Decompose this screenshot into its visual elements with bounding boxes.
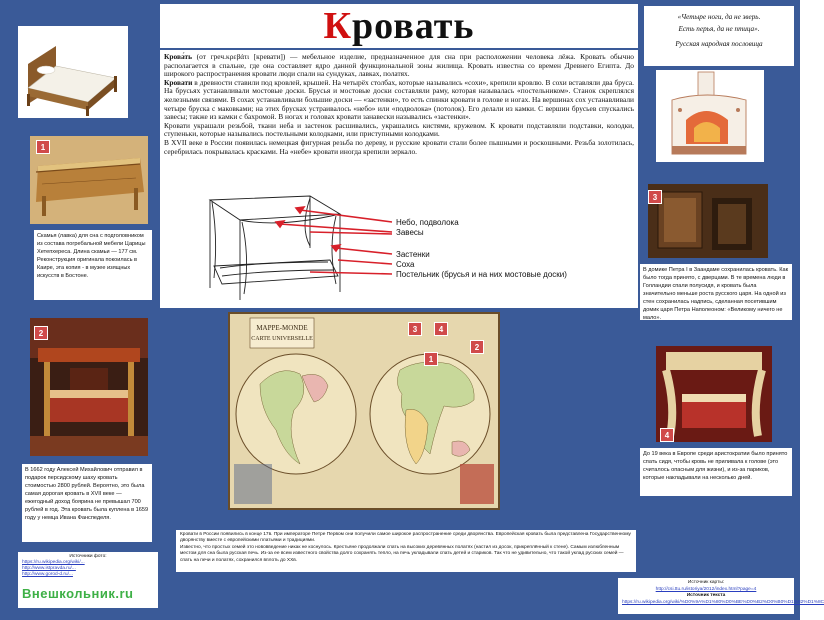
bottom-article <box>176 530 636 572</box>
article-text-1: (от греч.κρεβάτι [кревати]) — мебельное изделие, предназначенное для сна при расположении человека лёжа. Кровать обычно располагается в спальне, где она составляет ядро данной функциональной зоны жилища. Кровать известна со времен Древнего Египта. До широкого распространения кровати люди спали на сундуках, лавках, полатях. <box>164 52 634 79</box>
badge-4-right: 4 <box>660 428 674 442</box>
article-term-1: Крова́ть <box>164 52 193 61</box>
proverb-author: Русская народная пословица <box>675 40 763 48</box>
caption-4: До 19 века в Европе среди аристократии было принято спать сидя, чтобы кровь не приливала к голове (это считалось опасным для жизни), и из-за париков, которые накладывали на несколько дней. <box>640 448 792 496</box>
caption-2: В 1662 году Алексей Михайлович отправил в подарок персидскому шаху кровать стоимостью 2800 рублей. Вероятно, это была самая дорогая кровать в XVII веке — ежегодный доход боярина не превышал 700 рублей в год. Эта кровать была куплена в 1659 году у немца Ивана Фанспеделя. <box>22 464 152 542</box>
peter-house-bed-photo <box>648 184 768 258</box>
proverb-line-2: Есть перья, да не птица». <box>678 25 760 33</box>
map-badge-3: 3 <box>408 322 422 336</box>
diagram-labels <box>396 218 459 238</box>
title-rest: ровать <box>352 5 475 47</box>
wooden-bed-image <box>18 26 128 118</box>
map-badge-4: 4 <box>434 322 448 336</box>
page-title <box>323 5 474 47</box>
title-box <box>160 4 638 48</box>
title-first-letter: К <box>323 5 353 47</box>
article-term-2: Кровати <box>164 77 193 87</box>
label-sky: Небо, подволока <box>396 218 459 227</box>
badge-2-left: 2 <box>34 326 48 340</box>
label-curtains: Завесы <box>396 228 424 237</box>
text-source-link[interactable]: https://ru.wikipedia.org/wiki/%D0%9A%D1%80%D0%BE%D0%B2%D0%B0%D1%82%D1%8C <box>622 599 824 605</box>
bottom-paragraph-2: Известно, что простых семей это нововведение никак не коснулось. Крестьяне продолжали спать на высоких деревянных полатях (настил из досок, прикреплённый к стене). Самым излюбленным местом для сна была русская печь. Из-за ее всем известного свойства долго сохранять тепло, на печь укладывали спать детей и стариков. Так что не удивительно, что такой уклад русских семей — спать на печи и полатях, сохранился вплоть до XXв. <box>180 544 624 563</box>
proverb-box <box>644 6 794 66</box>
diagram-labels-lower <box>396 250 567 280</box>
label-side-panels: Застенки <box>396 250 430 259</box>
article-paragraph-2 <box>164 79 634 122</box>
article-paragraph-3: Кровати украшали резьбой, ткани неба и застенок расшивались, украшались кистями, кружевом. К кровати подставляли подставки, колодки, ступеньки, которые назывались постельными колодками, или приступными колодками. <box>164 120 634 139</box>
badge-3-right: 3 <box>648 190 662 204</box>
caption-1: Скамья (лавка) для сна с подголовником из состава погребальной мебели Царицы Хетепхереса. Длина скамьи — 177 см. Реконструкция оригинала покоилась в Каире, эта копия - в музее изящных искусств в Бостоне. <box>34 230 152 300</box>
map-title-line-1: MAPPE-MONDE <box>256 324 308 332</box>
site-watermark: Внешкольник.ru <box>22 586 134 601</box>
proverb-line-1: «Четыре ноги, да не зверь. <box>677 13 761 21</box>
map-source-heading: Источник карты: <box>687 580 725 585</box>
photo-source-link-2[interactable]: http://www.istpravda.ru/... <box>22 566 76 571</box>
badge-1-left: 1 <box>36 140 50 154</box>
world-map <box>228 312 500 510</box>
article-paragraph-4: В XVII веке в России появилась немецкая фигурная резьба по дереву, и русские кровати стали более пышными и роскошными. Резьба золотилась, серебрилась покрывалась красками. На «небе» кровати иногда крепили зеркало. <box>164 137 634 156</box>
text-source-heading: Источник текста <box>686 593 726 598</box>
main-article <box>160 50 638 202</box>
map-badge-1: 1 <box>424 352 438 366</box>
canopy-bed-drawing <box>160 188 638 308</box>
map-text-sources <box>618 578 824 614</box>
photo-sources-heading: Источники фото: <box>69 554 107 559</box>
bottom-paragraph-1: Кровати в России появились в конце 17в. При императоре Петре Первом они получили самое широкое распространение среди дворянства. Европейская кровать была представлена Государственному дворянству вместе с европейскими платьями и традициями. <box>180 532 631 544</box>
bed-diagram <box>160 188 638 308</box>
article-text-2: в древности ставили под кровлей, крышей. На четырёх столбах, которые назывались «сохи», крепили кровлю. В сохи вставляли два бруса. На брусьях устанавливали мостовые доски. Брусья и мостовые доски составляли раму, которая называлась «постельником». Станок скреплялся железными связями. В сохах устанавливали большие доски — «застенки», то есть спинки кровати в голове и ногах. На вершинах сох устанавливали четыре бруска с маковками; на этих брусках устраивалось «небо» или «подволока» (потолок). Его делали из камки. С вершин брусьев спускались завесы; также из камки с бахромой. В ногах и головах кровати занавески назывались «застенки». <box>164 77 634 122</box>
article-paragraph-1 <box>164 53 634 79</box>
caption-3: В домике Петра I в Заандаме сохранилась кровать. Как было тогда принято, с дверцами. В те времена люди в Голландии спали полусидя, и кровать была значительно меньше роста русского царя. На одной из стен сохранилась надпись, сделанная посетившим домик царя Петра Наполеоном: «Великому ничего не мало». <box>640 264 792 320</box>
map-badge-2: 2 <box>470 340 484 354</box>
map-source-link[interactable]: http://csi.ttu.ru/istoriya/2012/index.html?page=4 <box>655 586 757 592</box>
map-title-line-2: CARTE UNIVERSELLE <box>251 336 313 342</box>
label-frame: Постельник (брусья и на них мостовые доски) <box>396 270 567 279</box>
russian-stove-image <box>656 70 764 162</box>
photo-source-link-3[interactable]: http://www.gorod-d.ru/... <box>22 572 73 577</box>
label-post: Соха <box>396 260 415 269</box>
photo-source-link-1[interactable]: https://ru.wikipedia.org/wiki/... <box>22 560 85 565</box>
